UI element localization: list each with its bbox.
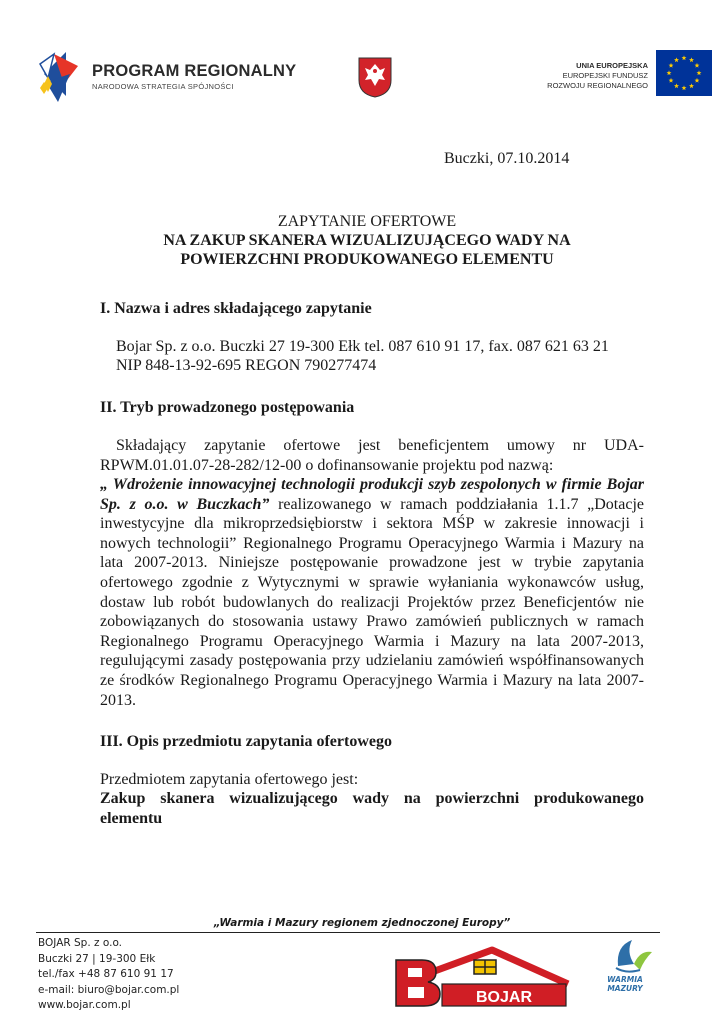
program-title: PROGRAM REGIONALNY: [92, 62, 297, 80]
section-2-intro: Składający zapytanie ofertowe jest beneficjentem umowy nr UDA-RPWM.01.01.07-28-282/12-00 o dofinansowanie projektu pod nazwą:: [100, 437, 644, 474]
program-subtitle: NARODOWA STRATEGIA SPÓJNOŚCI: [92, 82, 234, 91]
footer-divider: [36, 932, 660, 933]
bojar-logo-text: BOJAR: [475, 989, 533, 1006]
project-name: „ Wdrożenie innowacyjnej technologii produkcji szyb zespolonych w firmie Bojar Sp. z o.o. w Buczkach”: [100, 476, 644, 513]
contact-company: BOJAR Sp. z o.o.: [38, 937, 123, 949]
title-line-2: NA ZAKUP SKANERA WIZUALIZUJĄCEGO WADY NA: [163, 232, 571, 249]
section-2-heading: II. Tryb prowadzonego postępowania: [100, 399, 355, 416]
wm-line-1: WARMIA: [607, 975, 643, 984]
section-2-text: realizowanego w ramach poddziałania 1.1.7 „Dotacje inwestycyjne dla mikroprzedsiębiorstw i sektora MŚP w zakresie innowacji i nowych technologii” Regionalnego Programu Operacyjnego Warmia i Mazury na lata 2007-2013. Niniejsze postępowanie prowadzone jest w trybie zapytania ofertowego zgodnie z Wytycznymi w sprawie wyłaniania wykonawców usług, dostaw lub robót budowlanych do realizacji Projektów przez Beneficjentów nie zobowiązanych do stosowania ustawy Prawo zamówień publicznych w ramach Regionalnego Programu Operacyjnego Warmia i Mazury na lata 2007-2013, regulującymi zasady postępowania przy udzielaniu zamówień współfinansowanych ze środków Regionalnego Programu Operacyjnego Warmia i Mazury na lata 2007-2013.: [100, 495, 644, 709]
contact-email: e-mail: biuro@bojar.com.pl: [38, 983, 180, 996]
crest-icon: [357, 56, 393, 98]
letter-date: Buczki, 07.10.2014: [444, 150, 570, 167]
section-2-body: [100, 475, 644, 710]
contact-website: www.bojar.com.pl: [38, 999, 131, 1011]
bojar-logo: [392, 946, 576, 1008]
company-ids-line: NIP 848-13-92-695 REGON 790277474: [116, 357, 377, 374]
contact-phone: tel./fax +48 87 610 91 17: [38, 968, 174, 980]
title-line-1: ZAPYTANIE OFERTOWE: [277, 213, 457, 230]
wm-line-2: MAZURY: [607, 984, 643, 993]
eu-flag-icon: [656, 50, 712, 96]
eu-line-3: ROZWOJU REGIONALNEGO: [547, 81, 648, 90]
section-1-heading: I. Nazwa i adres składającego zapytanie: [100, 300, 372, 317]
section-3-subject: Zakup skanera wizualizującego wady na powierzchni produkowanego elementu: [100, 790, 644, 827]
title-line-3: POWIERZCHNI PRODUKOWANEGO ELEMENTU: [180, 251, 554, 268]
section-3-intro: Przedmiotem zapytania ofertowego jest:: [100, 771, 359, 788]
section-3-heading: III. Opis przedmiotu zapytania ofertowego: [100, 733, 392, 750]
eu-label: [547, 61, 648, 91]
program-regionalny-logo: [36, 44, 96, 104]
eu-line-1: UNIA EUROPEJSKA: [576, 61, 648, 70]
footer-contact: [38, 936, 179, 1014]
footer-motto: „Warmia i Mazury regionem zjednoczonej Europy”: [213, 917, 511, 929]
company-address-line: Bojar Sp. z o.o. Buczki 27 19-300 Ełk tel. 087 610 91 17, fax. 087 621 63 21: [116, 338, 609, 355]
warmia-mazury-text: [594, 975, 656, 993]
eu-line-2: EUROPEJSKI FUNDUSZ: [562, 71, 648, 80]
contact-address: Buczki 27 | 19-300 Ełk: [38, 952, 156, 965]
